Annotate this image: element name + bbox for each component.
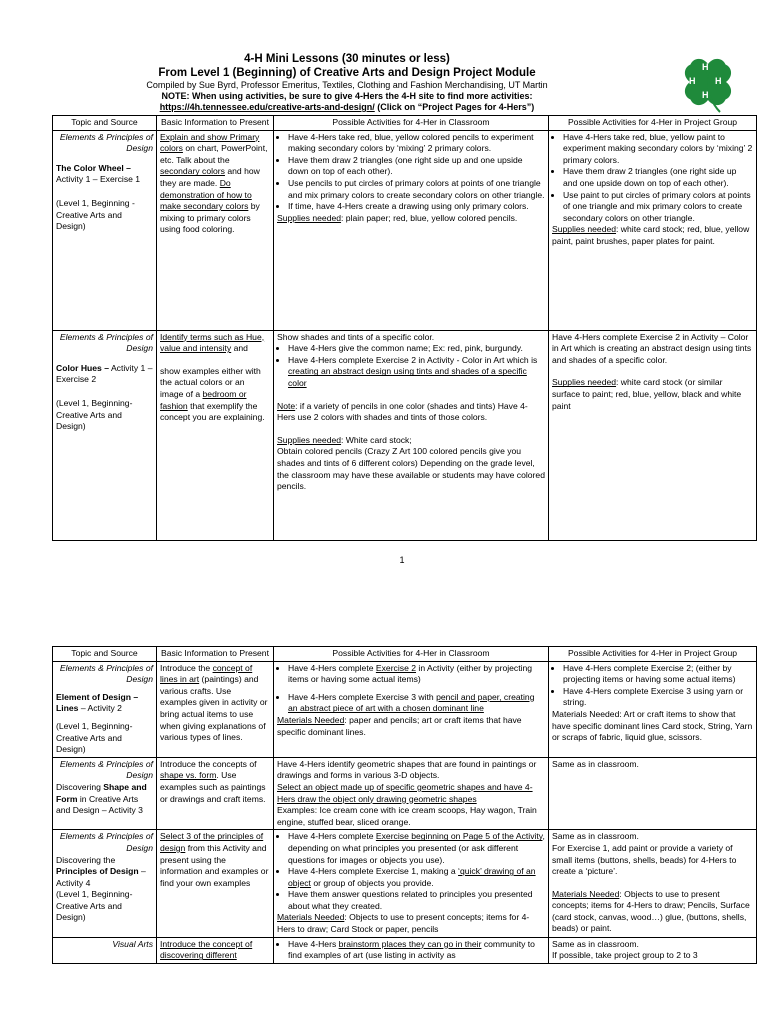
topic-cell: [53, 757, 157, 830]
level-label: (Level 1, Beginning-Creative Arts and Design): [56, 889, 133, 923]
info-text: Explain and show Primary colors: [160, 131, 260, 154]
list-item: • Have 4-Hers take red, blue, yellow colored pencils to experiment making secondary colors by ‘mixing’ 2 primary colors.: [288, 132, 545, 155]
info-text: Introduce the concept of discovering different: [160, 938, 253, 961]
info-cell: [157, 661, 274, 757]
table-row: [53, 937, 757, 963]
classroom-text: Examples: Ice cream cone with ice cream scoops, Hay wagon, Train engine, stuffed bear, sliced orange.: [277, 805, 537, 827]
table-row: [53, 830, 757, 937]
note-text: : if a variety of pencils in one color (shades and tints) Have 4-Hers use 2 colors with shades and tints of those colors.: [277, 400, 528, 423]
group-text: If possible, take project group to 2 to 3: [552, 950, 698, 961]
classroom-cell: [274, 330, 549, 540]
supplies-text: : plain paper; red, blue, yellow colored pencils.: [341, 212, 518, 223]
topic-title: Principles of Design: [56, 866, 139, 877]
link-hint: (Click on “Project Pages for 4-Hers”): [374, 102, 535, 112]
table-row: [53, 130, 757, 330]
list-text: Have 4-Hers complete: [288, 662, 376, 673]
lessons-table-page-1: [52, 115, 757, 541]
info-cell: [157, 130, 274, 330]
category-label: Elements & Principles of Design: [59, 131, 153, 154]
topic-title: Color Hues –: [56, 362, 110, 373]
document-header: [52, 52, 642, 113]
col-classroom-header: Possible Activities for 4-Her in Classroom: [274, 647, 549, 662]
supplies-text: : White card stock;: [341, 434, 412, 445]
col-topic-header: Topic and Source: [53, 647, 157, 662]
info-text: and how they are made.: [160, 166, 260, 188]
list-text: in Activity (either by projecting items or having some actual items): [288, 662, 533, 685]
level-label: (Level 1, Beginning-Creative Arts and Design): [56, 397, 133, 432]
info-text: concept of lines in art: [160, 662, 253, 685]
list-item: • Have them draw 2 triangles (one right side up and one upside down on top of each other).: [563, 166, 753, 189]
group-cell: [549, 661, 757, 757]
list-text: Exercise beginning on Page 5 of the Activity: [375, 831, 543, 842]
info-text: Identify terms such as Hue, value and intensity: [160, 331, 265, 354]
info-cell: [157, 757, 274, 830]
category-label: Visual Arts: [112, 938, 153, 949]
4h-site-link[interactable]: https://4h.tennessee.edu/creative-arts-and-design/: [159, 102, 375, 112]
link-line: [52, 102, 642, 113]
note-line: NOTE: When using activities, be sure to give 4-Hers the 4-H site to find more activities:: [161, 91, 533, 101]
list-item: [288, 866, 545, 889]
note-label: Note: [277, 400, 296, 411]
info-text: and: [231, 343, 248, 354]
table-row: [53, 757, 757, 830]
list-text: or group of objects you provide.: [310, 877, 434, 888]
info-text: show examples either with the actual colors or an image of a: [160, 365, 261, 399]
info-text: (paintings) and various crafts. Use examples given in activity or bring actual items to use when giving explanations of various types of lines.: [160, 674, 268, 743]
topic-text: Discovering the: [56, 854, 116, 865]
classroom-list: [277, 831, 545, 912]
category-label: Elements & Principles of Design: [59, 662, 153, 685]
materials-label: Materials Needed: [277, 912, 345, 923]
list-text: Have 4-Hers complete Exercise 3 with: [288, 691, 437, 702]
topic-cell: [53, 661, 157, 757]
table-header-row: [53, 647, 757, 662]
info-cell: [157, 937, 274, 963]
table-row: [53, 330, 757, 540]
col-topic-header: Topic and Source: [53, 116, 157, 131]
title-line-1: 4-H Mini Lessons (30 minutes or less): [244, 53, 450, 65]
col-group-header: Possible Activities for 4-Her in Project Group: [549, 647, 757, 662]
supplies-text: : white card stock; red, blue, yellow paint, paint brushes, paper plates for paint.: [552, 224, 750, 246]
group-cell: [549, 937, 757, 963]
classroom-text: Have 4-Hers identify geometric shapes that are found in paintings or drawings and forms in various 3-D objects.: [277, 758, 537, 781]
classroom-cell: [274, 937, 549, 963]
list-item: [288, 355, 545, 390]
list-text: Have 4-Hers: [288, 938, 339, 949]
supplies-text: : white card stock (or similar surface to paint; red, blue, yellow, black and white paint: [552, 377, 742, 411]
list-item: • Have them draw 2 triangles (one right side up and one upside down on top of each other).: [288, 155, 545, 178]
svg-text:H: H: [702, 62, 709, 72]
list-text: pencil and paper, creating an abstract piece of art with a chosen dominant line: [288, 691, 535, 714]
page-1: [52, 52, 753, 565]
group-text: Same as in classroom.: [552, 758, 639, 769]
info-text: Introduce the concepts of: [160, 758, 257, 769]
supplies-text-2: Obtain colored pencils (Crazy Z Art 100 colored pencils give you shades and tints of 6 different colors) Depending on the grade level, the classroom may have these available or students may have colored pencils.: [277, 446, 545, 492]
topic-cell: [53, 130, 157, 330]
list-item: • Use paint to put circles of primary colors at points of one triangle and mix primary colors to create secondary colors on other triangle.: [563, 190, 753, 225]
info-text: shape vs. form: [160, 770, 217, 781]
topic-cell: [53, 937, 157, 963]
category-label: Elements & Principles of Design: [59, 831, 153, 853]
table-row: [53, 661, 757, 757]
col-info-header: Basic Information to Present: [157, 647, 274, 662]
list-text: creating an abstract design using tints and shades of a specific color: [288, 366, 527, 388]
activity-label: – Activity 2: [78, 703, 122, 714]
topic-text: – Activity 4: [56, 866, 146, 888]
group-text: Same as in classroom.: [552, 831, 639, 842]
classroom-cell: [274, 830, 549, 937]
classroom-text: Select an object made up of specific geometric shapes and have 4-Hers draw the object only drawing geometric shapes: [277, 781, 533, 804]
info-cell: [157, 830, 274, 937]
svg-text:H: H: [689, 76, 696, 86]
list-text: , depending on what principles you presented (or ask different questions for images or objects you use).: [288, 831, 545, 865]
classroom-cell: [274, 757, 549, 830]
svg-text:H: H: [702, 90, 709, 100]
group-text: Same as in classroom.: [552, 938, 639, 949]
list-text: Have 4-Hers complete Exercise 2 in Activity - Color in Art which is: [288, 354, 538, 365]
level-label: (Level 1, Beginning-Creative Arts and Design): [56, 720, 133, 755]
materials-text: : paper and pencils; art or craft items that have specific dominant lines.: [277, 714, 522, 737]
info-text: Do demonstration of how to make secondary colors: [160, 177, 252, 212]
supplies-label: Supplies needed: [277, 434, 342, 445]
list-item: • If time, have 4-Hers create a drawing using only primary colors.: [288, 201, 545, 213]
col-group-header: Possible Activities for 4-Her in Project Group: [549, 116, 757, 131]
col-info-header: Basic Information to Present: [157, 116, 274, 131]
group-cell: [549, 830, 757, 937]
materials-text: : Objects to use to present concepts; items for 4-Hers to draw; Card Stock or paper, pencils: [277, 912, 530, 935]
info-text: from this Activity and present using the information and examples or find your own examples: [160, 842, 269, 888]
classroom-list: [277, 663, 545, 715]
topic-cell: [53, 330, 157, 540]
list-text: Exercise 2: [375, 662, 417, 673]
category-label: Elements & Principles of Design: [59, 331, 153, 354]
compiled-by: Compiled by Sue Byrd, Professor Emeritus, Textiles, Clothing and Fashion Merchandising, UT Martin: [146, 80, 548, 90]
group-list: [552, 663, 753, 709]
info-text: secondary colors: [160, 166, 225, 177]
list-item: • Have 4-Hers complete Exercise 2; (either by projecting items or having some actual items): [563, 663, 753, 686]
topic-title: Element of Design – Lines: [56, 691, 139, 714]
level-label: (Level 1, Beginning - Creative Arts and Design): [56, 197, 135, 232]
classroom-list: [277, 132, 545, 213]
list-item: • Use pencils to put circles of primary colors at points of one triangle and mix primary colors to create secondary colors on other triangle.: [288, 178, 545, 201]
list-item: [288, 663, 545, 686]
group-list: [552, 132, 753, 225]
topic-text: Discovering: [56, 781, 104, 792]
materials-text: : Art or craft items to show that have specific dominant lines Card stock, String, Yarn or scraps of fabric, liquid glue, scissors.: [552, 708, 753, 743]
materials-label: Materials Needed: [552, 888, 620, 899]
list-item: [288, 692, 545, 715]
info-text: Introduce the: [160, 662, 213, 673]
activity-label: Activity 1 – Exercise 1: [56, 174, 141, 185]
info-text: . Use examples such as paintings or drawings and craft items.: [160, 770, 266, 804]
col-classroom-header: Possible Activities for 4-Her in Classroom: [274, 116, 549, 131]
supplies-label: Supplies needed: [552, 224, 617, 235]
list-text: brainstorm places they can go in their: [338, 938, 482, 949]
group-cell: [549, 330, 757, 540]
activity-label: Activity 1 – Exercise 2: [56, 362, 153, 385]
materials-text: : Objects to use to present concepts; items for 4-Hers to draw; Pencils, Surface (card stock, canvas, wood…) glue, (buttons, shells, beads) or paint.: [552, 888, 750, 934]
info-cell: [157, 330, 274, 540]
4h-clover-logo: [680, 52, 736, 116]
topic-text: in Creative Arts and Design – Activity 3: [56, 793, 143, 816]
page-2: [52, 646, 752, 964]
lessons-table-page-2: [52, 646, 757, 964]
materials-label: Materials Needed: [277, 714, 345, 725]
list-item: [288, 939, 545, 962]
info-text: on chart, PowerPoint, etc. Talk about the: [160, 143, 268, 165]
classroom-intro: Show shades and tints of a specific color.: [277, 331, 435, 342]
list-text: ‘quick’ drawing of an object: [288, 866, 536, 888]
list-item: • Have 4-Hers take red, blue, yellow paint to experiment making secondary colors by ‘mixing’ 2 primary colors.: [563, 132, 753, 167]
materials-label: Materials Needed: [552, 708, 620, 719]
classroom-cell: [274, 661, 549, 757]
supplies-label: Supplies needed: [277, 212, 342, 223]
classroom-cell: [274, 130, 549, 330]
group-cell: [549, 757, 757, 830]
list-text: community to find examples of art (use listing in activity as: [288, 938, 535, 961]
info-text: Select 3 of the principles of design: [160, 831, 264, 853]
classroom-list: [277, 939, 545, 962]
topic-title: Shape and Form: [56, 781, 147, 804]
category-label: Elements & Principles of Design: [59, 758, 153, 781]
list-item: • Have 4-Hers complete Exercise 3 using yarn or string.: [563, 686, 753, 709]
group-text: For Exercise 1, add paint or provide a variety of small items (buttons, shells, beads) for 4-Hers to create a ‘picture’.: [552, 842, 737, 877]
svg-text:H: H: [715, 76, 722, 86]
title-line-2: From Level 1 (Beginning) of Creative Arts and Design Project Module: [158, 67, 536, 79]
list-item: • Have 4-Hers give the common name; Ex: red, pink, burgundy.: [288, 343, 545, 355]
group-text: Have 4-Hers complete Exercise 2 in Activity – Color in Art which is creating an abstract design using tints and shades of a specific color.: [552, 331, 752, 365]
info-text: by mixing to primary colors using food coloring.: [160, 201, 260, 235]
list-item: [288, 831, 545, 866]
group-cell: [549, 130, 757, 330]
topic-cell: [53, 830, 157, 937]
page-number: 1: [399, 555, 405, 565]
info-text: that exemplify the concept you are explaining.: [160, 400, 265, 423]
list-item: • Have them answer questions related to principles you presented about what they created.: [288, 889, 545, 912]
topic-title: The Color Wheel –: [56, 162, 131, 173]
supplies-label: Supplies needed: [552, 377, 617, 388]
list-text: Have 4-Hers complete: [288, 831, 376, 842]
info-text: bedroom or fashion: [160, 388, 247, 411]
classroom-list: [277, 343, 545, 389]
list-text: Have 4-Hers complete Exercise 1, making a: [288, 866, 459, 877]
table-header-row: [53, 116, 757, 131]
